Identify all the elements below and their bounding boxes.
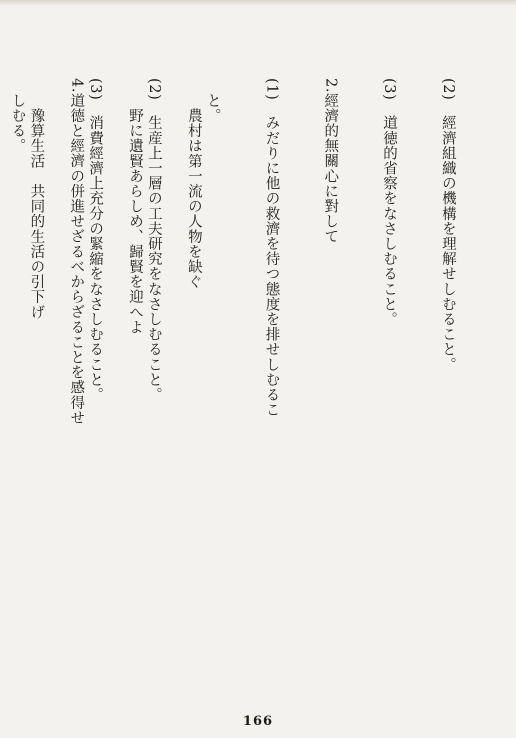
text-line: (3) 消費經濟上充分の緊縮をなさしむること。 <box>87 78 104 403</box>
text-line: 2.經濟的無關心に對して <box>322 78 339 245</box>
text-line: 豫算生活 共同的生活の引下げ <box>28 78 45 320</box>
text-line: 野に遺賢あらしめ、歸賢を迎へよ <box>127 78 144 335</box>
text-line: しむる。 <box>9 78 26 154</box>
text-line: (3) 道徳的省察をなさしむること。 <box>381 78 398 327</box>
text-line: (1) みだりに他の救濟を待つ態度を排せしむるこ <box>263 78 280 418</box>
text-line: 農村は第一流の人物を缺ぐ <box>185 78 202 290</box>
lower-text-column <box>4 78 242 682</box>
text-line: と。 <box>204 78 221 124</box>
text-line: 4.道德と經濟の併進せざるべからざることを感得せ <box>68 78 85 426</box>
page-number: 166 <box>242 714 274 729</box>
scan-edge <box>0 0 516 6</box>
text-line: (2) 生産上一層の工夫研究をなさしむること。 <box>145 78 162 403</box>
text-line: (2) 經濟組織の機構を理解せしむること。 <box>439 78 456 373</box>
